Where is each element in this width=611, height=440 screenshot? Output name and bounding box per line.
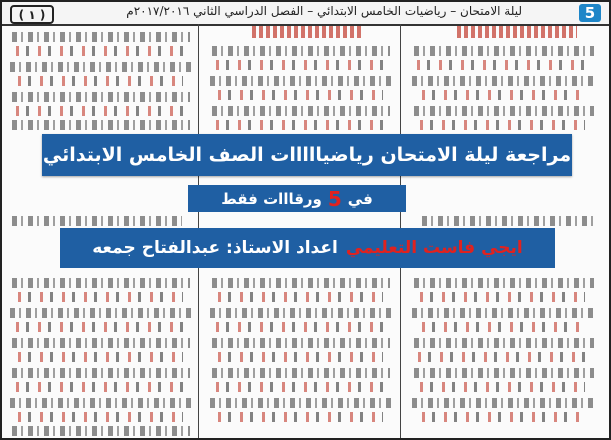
author-credit: اعداد الاستاذ: عبدالفتاح جمعه [92, 238, 338, 258]
handwriting-texture [10, 62, 192, 72]
sheet-count-number: 5 [327, 186, 342, 211]
handwriting-texture [18, 292, 183, 302]
handwriting-texture [218, 412, 383, 422]
handwriting-texture [420, 292, 585, 302]
handwriting-texture [414, 368, 594, 378]
handwriting-texture [18, 412, 183, 422]
handwriting-texture [12, 278, 190, 288]
author-banner [60, 228, 555, 268]
handwriting-texture [422, 216, 597, 226]
handwriting-texture [218, 292, 383, 302]
handwriting-texture [212, 46, 390, 56]
handwriting-texture [457, 26, 577, 38]
handwriting-texture [12, 338, 190, 348]
handwriting-texture [418, 352, 588, 362]
handwriting-texture [422, 90, 582, 100]
handwriting-texture [18, 352, 183, 362]
handwriting-texture [420, 120, 585, 130]
handwriting-texture [216, 382, 386, 392]
handwriting-texture [412, 308, 597, 318]
handwriting-texture [12, 92, 190, 102]
handwriting-texture [210, 308, 392, 318]
handwriting-texture [412, 76, 597, 86]
handwriting-texture [417, 60, 587, 70]
subtitle-suffix: ورقااات فقط [221, 189, 322, 208]
handwriting-texture [212, 338, 390, 348]
handwriting-texture [216, 120, 386, 130]
handwriting-texture [422, 412, 582, 422]
handwriting-texture [414, 278, 594, 288]
handwriting-texture [218, 90, 383, 100]
title-banner-text: مراجعة ليلة الامتحان رياضيااااات الصف الخامس الابتدائي [42, 144, 572, 166]
handwriting-texture [16, 322, 186, 332]
handwriting-texture [10, 308, 192, 318]
handwriting-texture [414, 106, 594, 116]
handwriting-texture [218, 352, 383, 362]
handwriting-texture [12, 32, 190, 42]
handwriting-texture [212, 368, 390, 378]
subtitle-banner [188, 185, 406, 212]
handwriting-texture [414, 338, 594, 348]
handwriting-texture [210, 76, 392, 86]
handwriting-texture [12, 120, 190, 130]
worksheet-header-title: ليلة الامتحان – رياضيات الخامس الابتدائي – الفصل الدراسي الثاني ٢٠١٧/٢٠١٦م [126, 4, 522, 18]
handwriting-texture [16, 46, 186, 56]
handwriting-texture [252, 26, 362, 38]
sheet-number-badge: 5 [579, 4, 601, 22]
handwriting-texture [212, 106, 390, 116]
handwriting-texture [414, 46, 594, 56]
handwriting-texture [412, 398, 597, 408]
handwriting-texture [210, 398, 392, 408]
handwriting-texture [216, 60, 386, 70]
site-name: ايجي فاست التعليمي [345, 238, 523, 258]
handwriting-texture [212, 278, 390, 288]
handwriting-texture [12, 426, 190, 436]
subtitle-prefix: في [347, 189, 373, 208]
handwriting-texture [12, 368, 190, 378]
title-banner [42, 134, 572, 176]
handwriting-texture [10, 398, 192, 408]
page-number-label: ( ١ ) [10, 5, 54, 24]
handwriting-texture [420, 382, 585, 392]
handwriting-texture [18, 76, 183, 86]
handwriting-texture [216, 322, 386, 332]
handwriting-texture [12, 216, 182, 226]
handwriting-texture [16, 106, 186, 116]
header-strip [2, 2, 609, 26]
handwriting-texture [16, 382, 186, 392]
handwriting-texture [422, 322, 582, 332]
